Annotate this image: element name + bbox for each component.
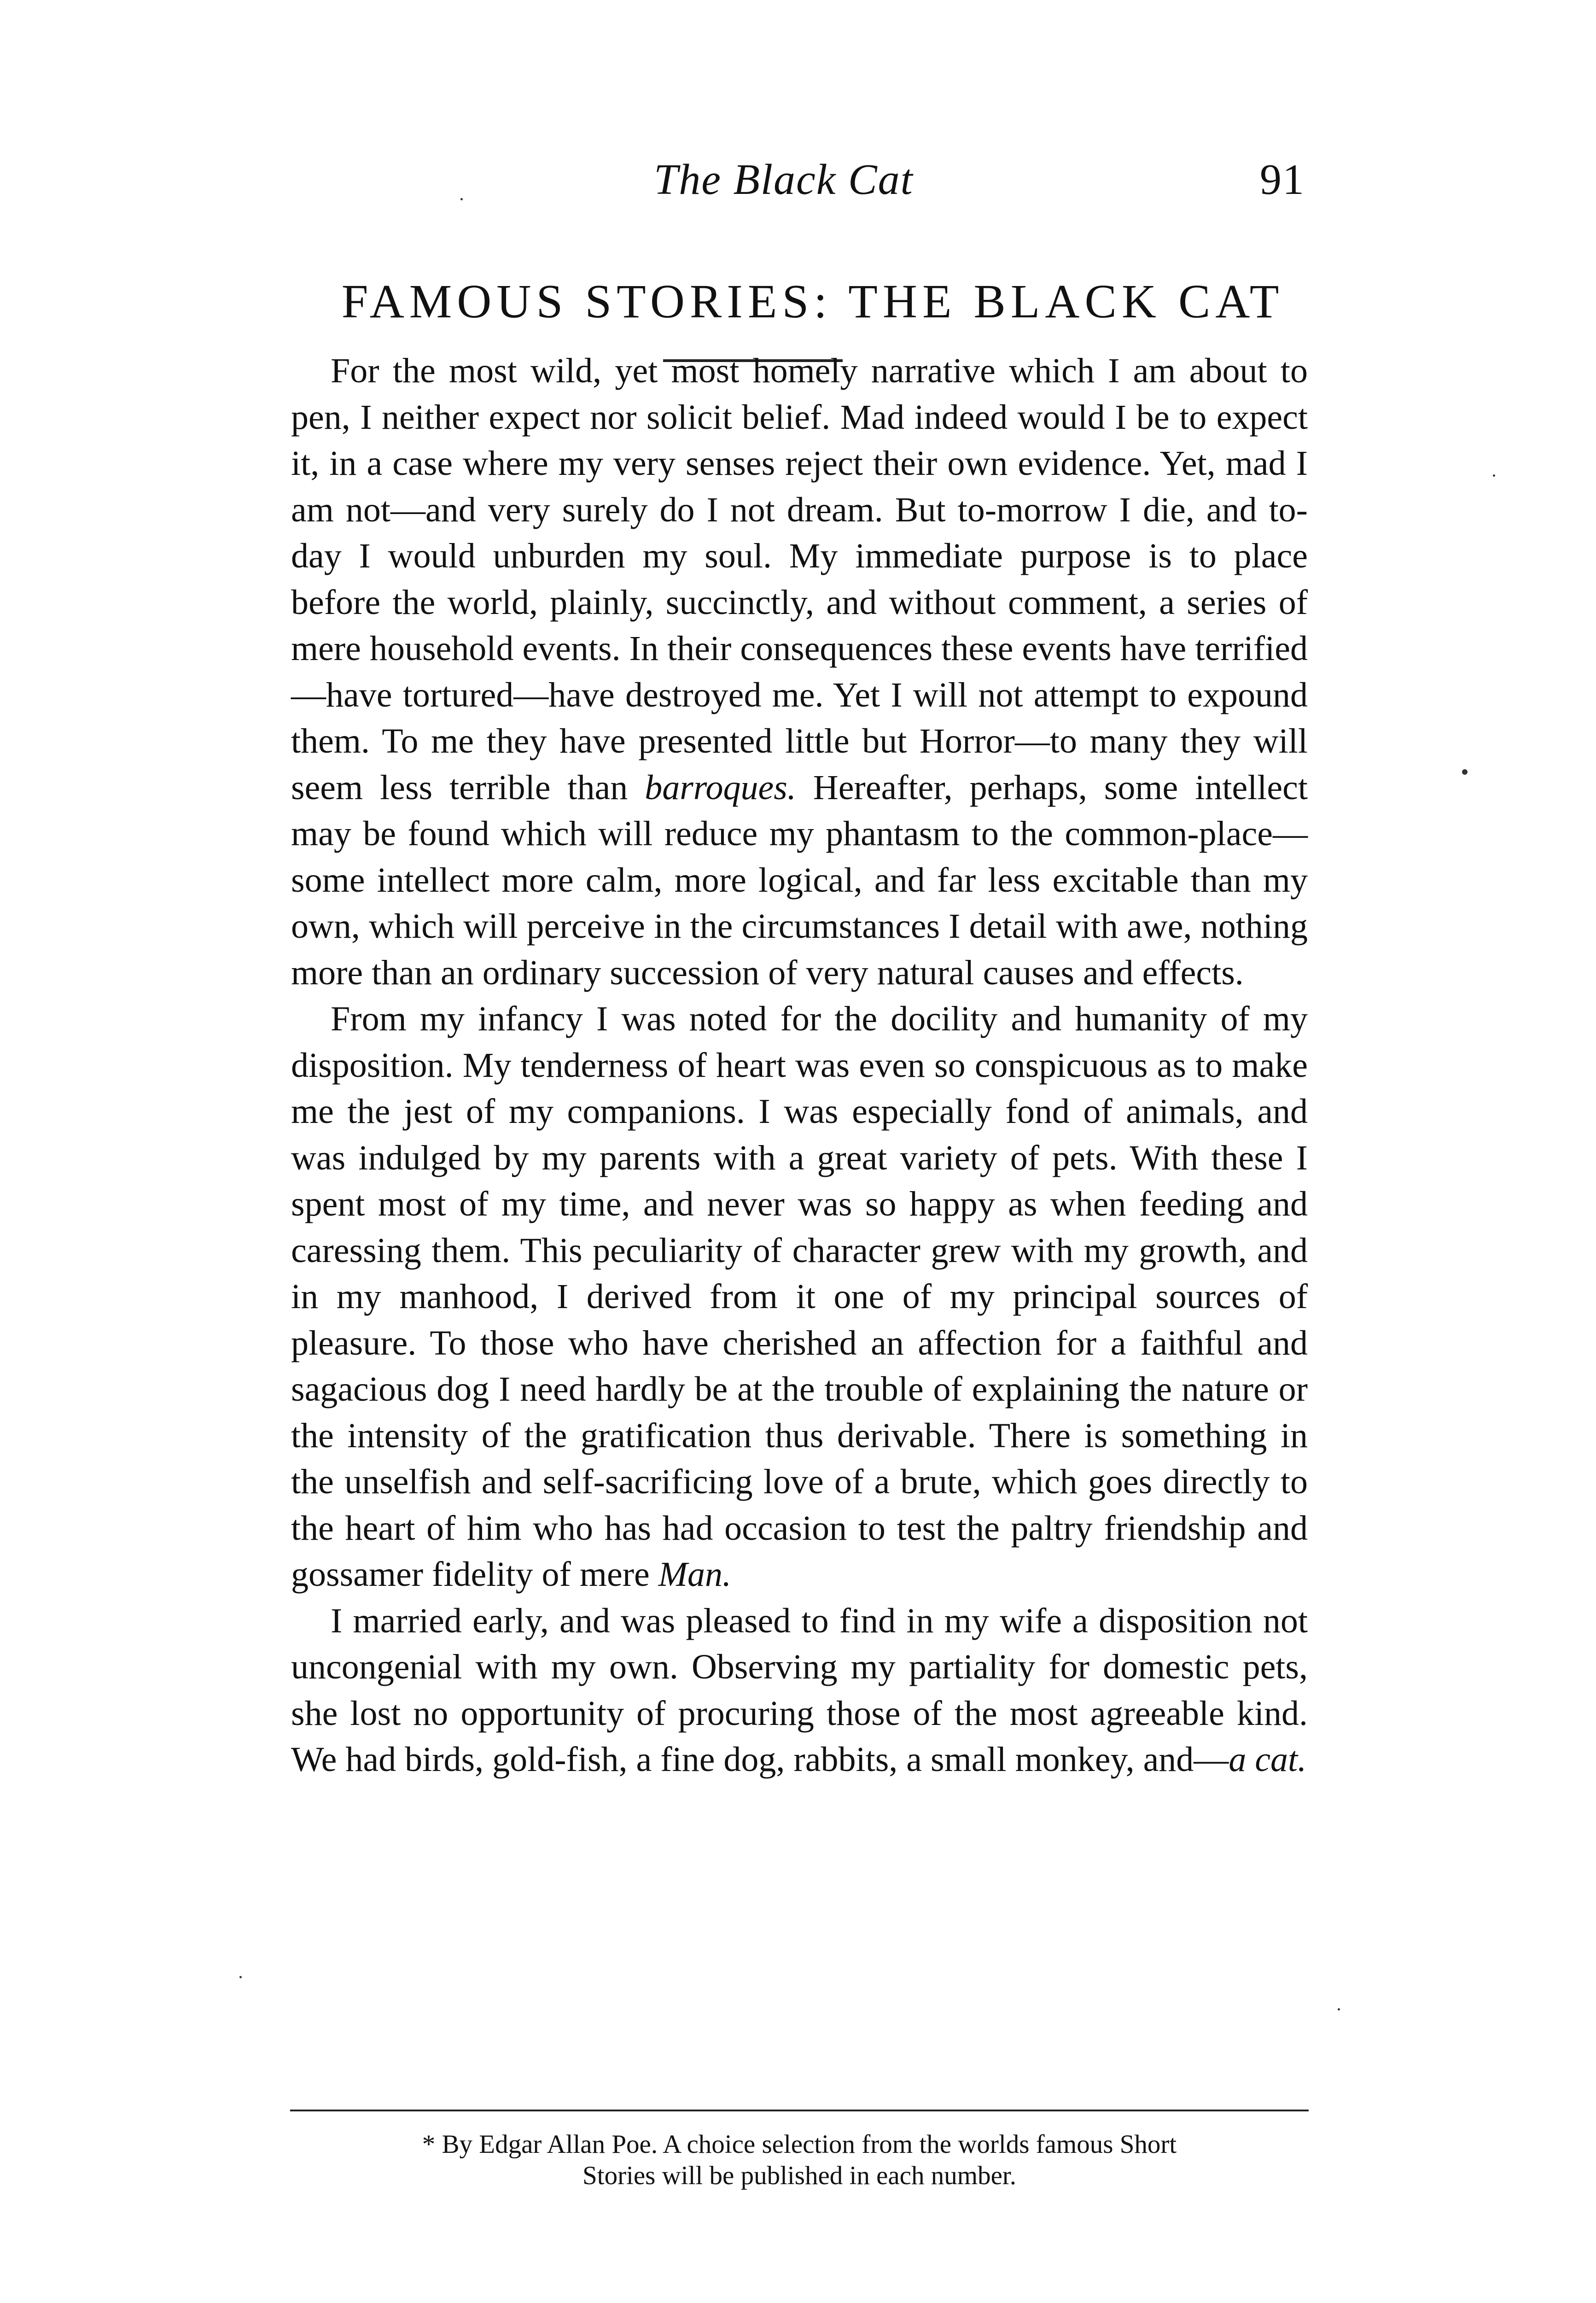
footnote-rule — [290, 2110, 1309, 2111]
footnote-line: * By Edgar Allan Poe. A choice selection from the worlds famous Short — [422, 2130, 1177, 2159]
print-speck — [460, 198, 463, 200]
print-speck — [1462, 769, 1468, 775]
page-number: 91 — [1260, 156, 1305, 204]
running-head — [0, 152, 1596, 207]
text-run: Hereafter, perhaps, some intellect may be found which will reduce my phantasm to the common-place—some intellect more calm, more logical, and far less excitable than my own, which will perceive in the circumstances I detail with awe, nothing more than an ordinary succession of very natural causes and effects. — [291, 768, 1308, 992]
print-speck — [1493, 474, 1495, 477]
text-run: For the most wild, yet most homely narrative which I am about to pen, I neither expect nor solicit belief. Mad indeed would I be to expect it, in a case where my very senses reject their own evidence. Yet, mad I am not—and very surely do I not dream. But to-morrow I die, and to-day I would unburden my soul. My immediate purpose is to place before the world, plainly, succinctly, and without comment, a series of mere household events. In their consequences these events have terrified—have tortured—have destroyed me. Yet I will not attempt to expound them. To me they have presented little but Horror—to many they will seem less terrible than — [291, 351, 1308, 807]
text-run-italic: Man. — [658, 1555, 732, 1594]
article-body — [291, 348, 1308, 1783]
article-title: FAMOUS STORIES: THE BLACK CAT — [341, 275, 1284, 328]
print-speck — [1338, 2008, 1340, 2011]
paragraph — [291, 996, 1308, 1598]
text-run: I married early, and was pleased to find in my wife a disposition not uncongenial with my own. Observing my partiality for domestic pets, she lost no opportunity of procuring those of the most agreeable kind. We had birds, gold-fish, a fine dog, rabbits, a small monkey, and— — [291, 1601, 1308, 1779]
footnote — [290, 2129, 1309, 2192]
print-speck — [239, 1976, 242, 1978]
text-run-italic: barroques. — [645, 768, 796, 807]
footnote-line: Stories will be published in each number. — [582, 2161, 1016, 2190]
text-run-italic: a cat. — [1229, 1740, 1307, 1779]
text-run: From my infancy I was noted for the docility and humanity of my disposition. My tenderness of heart was even so conspicuous as to make me the jest of my companions. I was especially fond of animals, and was indulged by my parents with a great variety of pets. With these I spent most of my time, and never was so happy as when feeding and caressing them. This peculiarity of character grew with my growth, and in my manhood, I derived from it one of my principal sources of pleasure. To those who have cherished an affection for a faithful and sagacious dog I need hardly be at the trouble of explaining the nature or the intensity of the gratification thus derivable. There is something in the unselfish and self-sacrificing love of a brute, which goes directly to the heart of him who has had occasion to test the paltry friendship and gossamer fidelity of mere — [291, 1000, 1308, 1594]
running-title: The Black Cat — [654, 156, 914, 204]
paragraph — [291, 1598, 1308, 1783]
paragraph — [291, 348, 1308, 996]
